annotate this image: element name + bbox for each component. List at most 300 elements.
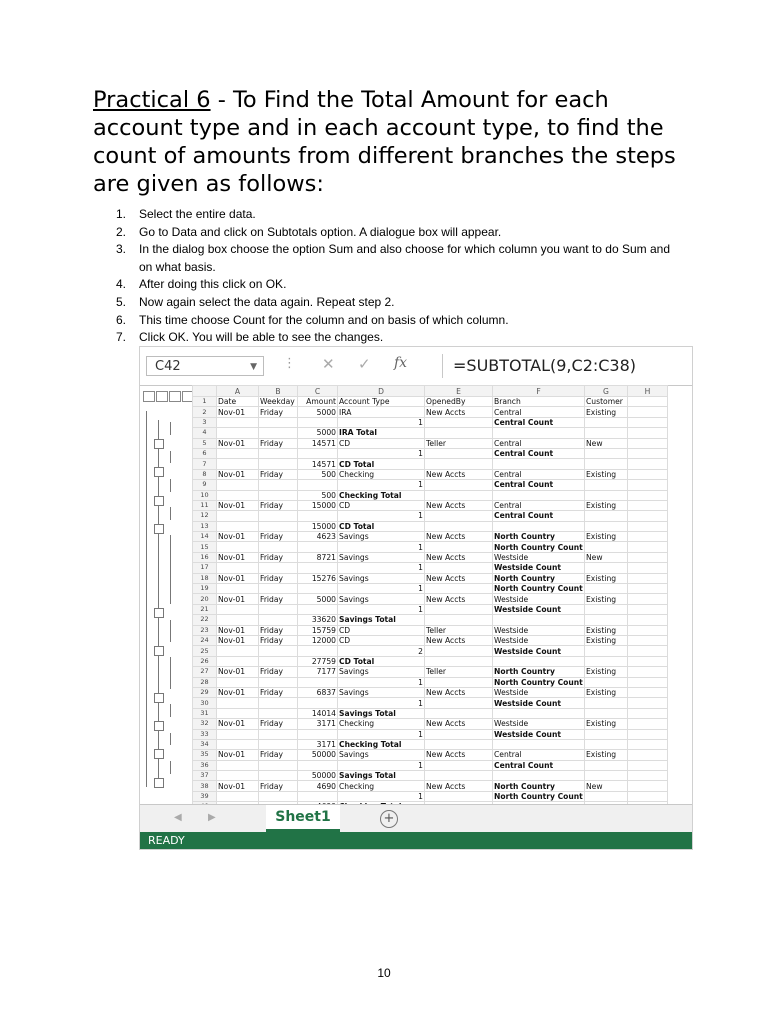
table-cell[interactable]: Friday bbox=[259, 500, 298, 510]
row-header[interactable]: 6 bbox=[193, 448, 217, 458]
table-cell[interactable]: Westside bbox=[493, 635, 585, 645]
table-cell[interactable] bbox=[628, 469, 668, 479]
table-cell[interactable]: 7177 bbox=[298, 667, 338, 677]
table-cell[interactable] bbox=[585, 428, 628, 438]
table-cell[interactable]: New bbox=[585, 552, 628, 562]
table-cell[interactable]: North Country Count bbox=[494, 677, 583, 687]
table-cell[interactable] bbox=[217, 521, 259, 531]
table-cell[interactable] bbox=[425, 729, 493, 739]
table-cell[interactable] bbox=[425, 760, 493, 770]
table-cell[interactable]: New Accts bbox=[425, 719, 493, 729]
column-header[interactable]: C bbox=[298, 386, 338, 397]
table-cell[interactable]: 14014 bbox=[298, 708, 338, 718]
table-cell[interactable] bbox=[425, 646, 493, 656]
table-cell[interactable] bbox=[217, 729, 259, 739]
table-cell[interactable]: Existing bbox=[585, 687, 628, 697]
table-cell[interactable] bbox=[217, 677, 259, 687]
table-cell[interactable] bbox=[259, 511, 298, 521]
table-cell[interactable] bbox=[217, 604, 259, 614]
table-cell[interactable] bbox=[259, 656, 298, 666]
table-cell[interactable]: Central Count bbox=[493, 511, 585, 521]
table-cell[interactable] bbox=[298, 448, 338, 458]
table-cell[interactable]: 1 bbox=[338, 677, 425, 687]
table-cell[interactable] bbox=[628, 677, 668, 687]
table-cell[interactable]: 1 bbox=[338, 448, 425, 458]
table-cell[interactable]: Central bbox=[493, 407, 585, 417]
table-cell[interactable] bbox=[628, 687, 668, 697]
row-header[interactable]: 30 bbox=[193, 698, 217, 708]
table-cell[interactable]: Westside bbox=[493, 687, 585, 697]
column-header[interactable]: D bbox=[338, 386, 425, 397]
row-header[interactable]: 17 bbox=[193, 563, 217, 573]
row-header[interactable]: 1 bbox=[193, 397, 217, 407]
table-cell[interactable]: Existing bbox=[585, 594, 628, 604]
table-cell[interactable]: North Country bbox=[493, 573, 585, 583]
table-cell[interactable] bbox=[217, 490, 259, 500]
table-cell[interactable]: Existing bbox=[585, 469, 628, 479]
chevron-down-icon[interactable]: ▼ bbox=[250, 362, 257, 372]
table-cell[interactable]: New Accts bbox=[425, 532, 493, 542]
table-cell[interactable]: Central bbox=[493, 438, 585, 448]
table-cell[interactable]: 1 bbox=[338, 563, 425, 573]
table-cell[interactable]: 8721 bbox=[298, 552, 338, 562]
row-header[interactable]: 34 bbox=[193, 739, 217, 749]
table-cell[interactable]: Existing bbox=[585, 667, 628, 677]
row-header[interactable]: 28 bbox=[193, 677, 217, 687]
table-cell[interactable] bbox=[628, 428, 668, 438]
row-header[interactable]: 3 bbox=[193, 417, 217, 427]
collapse-group-button[interactable] bbox=[154, 524, 164, 534]
table-cell[interactable]: 1 bbox=[338, 584, 425, 594]
collapse-group-button[interactable] bbox=[154, 721, 164, 731]
column-header[interactable]: E bbox=[425, 386, 493, 397]
table-cell[interactable]: Friday bbox=[259, 719, 298, 729]
table-cell[interactable] bbox=[493, 428, 585, 438]
table-cell[interactable] bbox=[425, 791, 493, 801]
table-cell[interactable]: Westside bbox=[493, 719, 585, 729]
table-cell[interactable]: North Country Count bbox=[494, 542, 583, 552]
formula-input[interactable]: =SUBTOTAL(9,C2:C38) bbox=[442, 354, 693, 378]
table-cell[interactable]: Friday bbox=[259, 635, 298, 645]
table-cell[interactable]: New Accts bbox=[425, 407, 493, 417]
table-cell[interactable] bbox=[585, 729, 628, 739]
table-cell[interactable]: Westside bbox=[493, 552, 585, 562]
table-cell[interactable]: Existing bbox=[585, 719, 628, 729]
table-cell[interactable]: Friday bbox=[259, 750, 298, 760]
row-header[interactable]: 8 bbox=[193, 469, 217, 479]
table-cell[interactable] bbox=[217, 698, 259, 708]
table-cell[interactable]: CD Total bbox=[338, 521, 425, 531]
row-header[interactable]: 15 bbox=[193, 542, 217, 552]
add-sheet-button[interactable]: + bbox=[380, 810, 398, 828]
table-cell[interactable] bbox=[259, 448, 298, 458]
row-header[interactable]: 25 bbox=[193, 646, 217, 656]
table-cell[interactable]: Savings bbox=[338, 687, 425, 697]
table-cell[interactable]: 15000 bbox=[298, 521, 338, 531]
table-cell[interactable]: Nov-01 bbox=[217, 781, 259, 791]
table-cell[interactable] bbox=[425, 615, 493, 625]
table-cell[interactable] bbox=[585, 563, 628, 573]
table-cell[interactable]: Nov-01 bbox=[217, 687, 259, 697]
table-cell[interactable] bbox=[628, 729, 668, 739]
table-cell[interactable] bbox=[493, 615, 585, 625]
table-cell[interactable] bbox=[217, 615, 259, 625]
table-cell[interactable] bbox=[628, 594, 668, 604]
table-cell[interactable] bbox=[628, 615, 668, 625]
table-cell[interactable]: Date bbox=[217, 397, 259, 407]
table-cell[interactable]: 3171 bbox=[298, 719, 338, 729]
table-cell[interactable]: Checking Total bbox=[338, 739, 425, 749]
table-cell[interactable] bbox=[628, 791, 668, 801]
table-cell[interactable] bbox=[628, 625, 668, 635]
table-cell[interactable] bbox=[628, 552, 668, 562]
table-cell[interactable]: Friday bbox=[259, 687, 298, 697]
table-cell[interactable] bbox=[493, 490, 585, 500]
table-cell[interactable] bbox=[425, 708, 493, 718]
table-cell[interactable]: Existing bbox=[585, 635, 628, 645]
table-cell[interactable] bbox=[425, 459, 493, 469]
table-cell[interactable]: Friday bbox=[259, 469, 298, 479]
row-header[interactable]: 21 bbox=[193, 604, 217, 614]
row-header[interactable]: 38 bbox=[193, 781, 217, 791]
row-header[interactable]: 16 bbox=[193, 552, 217, 562]
row-header[interactable]: 5 bbox=[193, 438, 217, 448]
table-cell[interactable]: Nov-01 bbox=[217, 667, 259, 677]
collapse-group-button[interactable] bbox=[154, 693, 164, 703]
table-cell[interactable]: 15000 bbox=[298, 500, 338, 510]
table-cell[interactable]: New Accts bbox=[425, 469, 493, 479]
table-cell[interactable] bbox=[217, 739, 259, 749]
table-cell[interactable] bbox=[217, 542, 259, 552]
table-cell[interactable]: OpenedBy bbox=[425, 397, 493, 407]
table-cell[interactable]: Savings Total bbox=[338, 708, 425, 718]
table-cell[interactable] bbox=[298, 563, 338, 573]
outline-level-1[interactable] bbox=[143, 391, 155, 402]
table-cell[interactable]: Amount bbox=[298, 397, 338, 407]
table-cell[interactable] bbox=[493, 739, 585, 749]
table-cell[interactable]: Existing bbox=[585, 750, 628, 760]
table-cell[interactable]: Account Type bbox=[338, 397, 425, 407]
table-cell[interactable] bbox=[217, 646, 259, 656]
table-cell[interactable] bbox=[493, 521, 585, 531]
table-cell[interactable]: Friday bbox=[259, 781, 298, 791]
table-cell[interactable] bbox=[585, 417, 628, 427]
table-cell[interactable] bbox=[425, 490, 493, 500]
row-header[interactable]: 4 bbox=[193, 428, 217, 438]
table-cell[interactable] bbox=[585, 490, 628, 500]
table-cell[interactable] bbox=[425, 542, 493, 552]
table-cell[interactable]: Nov-01 bbox=[217, 552, 259, 562]
table-cell[interactable] bbox=[425, 511, 493, 521]
row-header[interactable]: 18 bbox=[193, 573, 217, 583]
row-header[interactable]: 36 bbox=[193, 760, 217, 770]
table-cell[interactable]: North Country bbox=[493, 667, 585, 677]
table-cell[interactable] bbox=[585, 708, 628, 718]
table-cell[interactable]: Savings bbox=[338, 532, 425, 542]
table-cell[interactable]: 1 bbox=[338, 760, 425, 770]
table-cell[interactable] bbox=[217, 771, 259, 781]
table-cell[interactable] bbox=[585, 459, 628, 469]
table-cell[interactable]: Existing bbox=[585, 500, 628, 510]
table-cell[interactable]: New bbox=[585, 781, 628, 791]
row-header[interactable]: 27 bbox=[193, 667, 217, 677]
table-cell[interactable]: Westside Count bbox=[493, 646, 585, 656]
table-cell[interactable]: Friday bbox=[259, 594, 298, 604]
table-cell[interactable]: 33620 bbox=[298, 615, 338, 625]
table-cell[interactable] bbox=[628, 480, 668, 490]
table-cell[interactable]: Teller bbox=[425, 438, 493, 448]
collapse-group-button[interactable] bbox=[154, 496, 164, 506]
table-cell[interactable]: 1 bbox=[338, 480, 425, 490]
table-cell[interactable]: Savings bbox=[338, 573, 425, 583]
table-cell[interactable] bbox=[585, 771, 628, 781]
table-cell[interactable]: 500 bbox=[298, 469, 338, 479]
table-cell[interactable] bbox=[493, 459, 585, 469]
table-cell[interactable]: 15276 bbox=[298, 573, 338, 583]
collapse-group-button[interactable] bbox=[154, 646, 164, 656]
table-cell[interactable]: New Accts bbox=[425, 687, 493, 697]
table-cell[interactable]: Checking bbox=[338, 719, 425, 729]
table-cell[interactable]: Existing bbox=[585, 532, 628, 542]
table-cell[interactable]: Friday bbox=[259, 552, 298, 562]
table-cell[interactable]: 1 bbox=[338, 698, 425, 708]
table-cell[interactable]: 12000 bbox=[298, 635, 338, 645]
table-cell[interactable] bbox=[628, 573, 668, 583]
table-cell[interactable] bbox=[259, 760, 298, 770]
table-cell[interactable]: Teller bbox=[425, 625, 493, 635]
table-cell[interactable] bbox=[628, 584, 668, 594]
table-cell[interactable] bbox=[628, 750, 668, 760]
table-cell[interactable]: 6837 bbox=[298, 687, 338, 697]
row-header[interactable]: 12 bbox=[193, 511, 217, 521]
table-cell[interactable]: Nov-01 bbox=[217, 532, 259, 542]
table-cell[interactable] bbox=[298, 760, 338, 770]
table-cell[interactable]: Savings bbox=[338, 750, 425, 760]
table-cell[interactable]: Central Count bbox=[493, 417, 585, 427]
table-cell[interactable] bbox=[298, 542, 338, 552]
table-cell[interactable]: Nov-01 bbox=[217, 625, 259, 635]
row-header[interactable]: 10 bbox=[193, 490, 217, 500]
table-cell[interactable] bbox=[298, 729, 338, 739]
table-cell[interactable]: Friday bbox=[259, 532, 298, 542]
table-cell[interactable]: Nov-01 bbox=[217, 438, 259, 448]
table-cell[interactable]: Central bbox=[493, 500, 585, 510]
table-cell[interactable] bbox=[217, 760, 259, 770]
table-cell[interactable] bbox=[259, 542, 298, 552]
row-header[interactable]: 33 bbox=[193, 729, 217, 739]
table-cell[interactable] bbox=[585, 511, 628, 521]
table-cell[interactable] bbox=[628, 771, 668, 781]
table-cell[interactable]: 4623 bbox=[298, 532, 338, 542]
table-cell[interactable]: Existing bbox=[585, 625, 628, 635]
table-cell[interactable]: Nov-01 bbox=[217, 594, 259, 604]
table-cell[interactable]: Nov-01 bbox=[217, 750, 259, 760]
row-header[interactable]: 20 bbox=[193, 594, 217, 604]
table-cell[interactable] bbox=[217, 656, 259, 666]
table-cell[interactable] bbox=[425, 448, 493, 458]
table-cell[interactable]: IRA bbox=[338, 407, 425, 417]
table-cell[interactable]: Nov-01 bbox=[217, 635, 259, 645]
table-cell[interactable]: Savings Total bbox=[338, 771, 425, 781]
table-cell[interactable]: Nov-01 bbox=[217, 469, 259, 479]
table-cell[interactable] bbox=[298, 511, 338, 521]
table-cell[interactable]: Teller bbox=[425, 667, 493, 677]
table-cell[interactable]: 50000 bbox=[298, 750, 338, 760]
table-cell[interactable] bbox=[425, 604, 493, 614]
table-cell[interactable] bbox=[425, 521, 493, 531]
table-cell[interactable] bbox=[628, 781, 668, 791]
table-cell[interactable]: CD Total bbox=[338, 656, 425, 666]
table-cell[interactable]: 1 bbox=[338, 604, 425, 614]
column-header[interactable]: B bbox=[259, 386, 298, 397]
table-cell[interactable]: New Accts bbox=[425, 750, 493, 760]
table-cell[interactable] bbox=[425, 698, 493, 708]
table-cell[interactable] bbox=[425, 771, 493, 781]
table-cell[interactable]: Central bbox=[493, 469, 585, 479]
table-cell[interactable]: Savings bbox=[338, 552, 425, 562]
table-cell[interactable] bbox=[628, 532, 668, 542]
table-cell[interactable] bbox=[585, 646, 628, 656]
collapse-group-button[interactable] bbox=[154, 608, 164, 618]
table-cell[interactable] bbox=[259, 459, 298, 469]
table-cell[interactable] bbox=[585, 677, 628, 687]
table-cell[interactable] bbox=[628, 500, 668, 510]
table-cell[interactable] bbox=[425, 677, 493, 687]
table-cell[interactable] bbox=[259, 584, 298, 594]
table-cell[interactable] bbox=[585, 698, 628, 708]
row-header[interactable]: 37 bbox=[193, 771, 217, 781]
table-cell[interactable] bbox=[628, 667, 668, 677]
table-cell[interactable]: CD Total bbox=[338, 459, 425, 469]
table-cell[interactable]: Savings bbox=[338, 667, 425, 677]
column-header[interactable]: A bbox=[217, 386, 259, 397]
table-cell[interactable] bbox=[259, 428, 298, 438]
table-cell[interactable] bbox=[628, 511, 668, 521]
table-cell[interactable]: 5000 bbox=[298, 407, 338, 417]
table-cell[interactable] bbox=[259, 698, 298, 708]
table-cell[interactable] bbox=[425, 417, 493, 427]
row-header[interactable]: 32 bbox=[193, 719, 217, 729]
table-cell[interactable] bbox=[217, 511, 259, 521]
table-cell[interactable]: CD bbox=[338, 500, 425, 510]
table-cell[interactable]: Nov-01 bbox=[217, 407, 259, 417]
table-cell[interactable] bbox=[259, 708, 298, 718]
table-cell[interactable] bbox=[259, 417, 298, 427]
collapse-group-button[interactable] bbox=[154, 439, 164, 449]
table-cell[interactable]: Westside bbox=[493, 625, 585, 635]
table-cell[interactable] bbox=[628, 563, 668, 573]
row-header[interactable]: 14 bbox=[193, 532, 217, 542]
table-cell[interactable] bbox=[628, 708, 668, 718]
column-header[interactable]: G bbox=[585, 386, 628, 397]
table-cell[interactable]: 1 bbox=[338, 791, 425, 801]
table-cell[interactable] bbox=[585, 542, 628, 552]
row-header[interactable]: 7 bbox=[193, 459, 217, 469]
table-cell[interactable] bbox=[217, 417, 259, 427]
cancel-icon[interactable]: ✕ bbox=[322, 355, 335, 373]
table-cell[interactable] bbox=[298, 480, 338, 490]
table-cell[interactable] bbox=[425, 563, 493, 573]
table-cell[interactable] bbox=[628, 646, 668, 656]
table-cell[interactable] bbox=[259, 646, 298, 656]
row-header[interactable]: 24 bbox=[193, 635, 217, 645]
table-cell[interactable] bbox=[628, 490, 668, 500]
sheet-tab-sheet1[interactable]: Sheet1 bbox=[266, 805, 340, 832]
collapse-group-button[interactable] bbox=[154, 749, 164, 759]
table-cell[interactable] bbox=[628, 604, 668, 614]
table-cell[interactable]: 1 bbox=[338, 542, 425, 552]
table-cell[interactable]: Westside Count bbox=[493, 604, 585, 614]
table-cell[interactable] bbox=[298, 677, 338, 687]
row-header[interactable]: 31 bbox=[193, 708, 217, 718]
prev-sheet-icon[interactable]: ◀ bbox=[174, 812, 182, 823]
table-cell[interactable]: Central Count bbox=[493, 480, 585, 490]
table-cell[interactable] bbox=[259, 521, 298, 531]
table-cell[interactable] bbox=[585, 760, 628, 770]
table-cell[interactable]: Savings Total bbox=[338, 615, 425, 625]
table-cell[interactable] bbox=[298, 584, 338, 594]
table-cell[interactable]: Westside Count bbox=[493, 698, 585, 708]
next-sheet-icon[interactable]: ▶ bbox=[208, 812, 216, 823]
collapse-group-button[interactable] bbox=[154, 467, 164, 477]
table-cell[interactable]: CD bbox=[338, 438, 425, 448]
row-header[interactable]: 2 bbox=[193, 407, 217, 417]
table-cell[interactable]: North Country Count bbox=[494, 792, 583, 802]
table-cell[interactable] bbox=[425, 480, 493, 490]
table-cell[interactable] bbox=[493, 656, 585, 666]
table-cell[interactable]: Nov-01 bbox=[217, 573, 259, 583]
table-cell[interactable]: Checking bbox=[338, 781, 425, 791]
table-cell[interactable]: 3171 bbox=[298, 739, 338, 749]
table-cell[interactable] bbox=[628, 417, 668, 427]
table-cell[interactable]: 14571 bbox=[298, 438, 338, 448]
table-cell[interactable]: Existing bbox=[585, 573, 628, 583]
check-icon[interactable]: ✓ bbox=[358, 355, 371, 373]
table-cell[interactable] bbox=[259, 739, 298, 749]
table-cell[interactable] bbox=[628, 739, 668, 749]
table-cell[interactable]: North Country bbox=[493, 532, 585, 542]
table-cell[interactable] bbox=[628, 438, 668, 448]
table-cell[interactable] bbox=[493, 708, 585, 718]
table-cell[interactable]: 15759 bbox=[298, 625, 338, 635]
table-cell[interactable] bbox=[493, 771, 585, 781]
table-cell[interactable]: 5000 bbox=[298, 594, 338, 604]
table-cell[interactable]: Checking bbox=[338, 469, 425, 479]
row-header[interactable]: 13 bbox=[193, 521, 217, 531]
table-cell[interactable] bbox=[217, 448, 259, 458]
table-cell[interactable]: Westside bbox=[493, 594, 585, 604]
table-cell[interactable]: New Accts bbox=[425, 573, 493, 583]
table-cell[interactable] bbox=[585, 656, 628, 666]
table-cell[interactable] bbox=[259, 729, 298, 739]
table-cell[interactable] bbox=[628, 397, 668, 407]
table-cell[interactable]: New Accts bbox=[425, 635, 493, 645]
select-all-corner[interactable] bbox=[193, 386, 217, 397]
table-cell[interactable]: Friday bbox=[259, 573, 298, 583]
table-cell[interactable] bbox=[259, 791, 298, 801]
table-cell[interactable] bbox=[628, 698, 668, 708]
table-cell[interactable]: Westside Count bbox=[493, 563, 585, 573]
table-cell[interactable]: 1 bbox=[338, 417, 425, 427]
table-cell[interactable] bbox=[585, 615, 628, 625]
table-cell[interactable] bbox=[628, 407, 668, 417]
table-cell[interactable] bbox=[628, 719, 668, 729]
table-cell[interactable]: North Country bbox=[493, 781, 585, 791]
outline-level-buttons[interactable] bbox=[143, 387, 195, 406]
table-cell[interactable]: Friday bbox=[259, 438, 298, 448]
table-cell[interactable] bbox=[585, 584, 628, 594]
table-cell[interactable]: New Accts bbox=[425, 781, 493, 791]
